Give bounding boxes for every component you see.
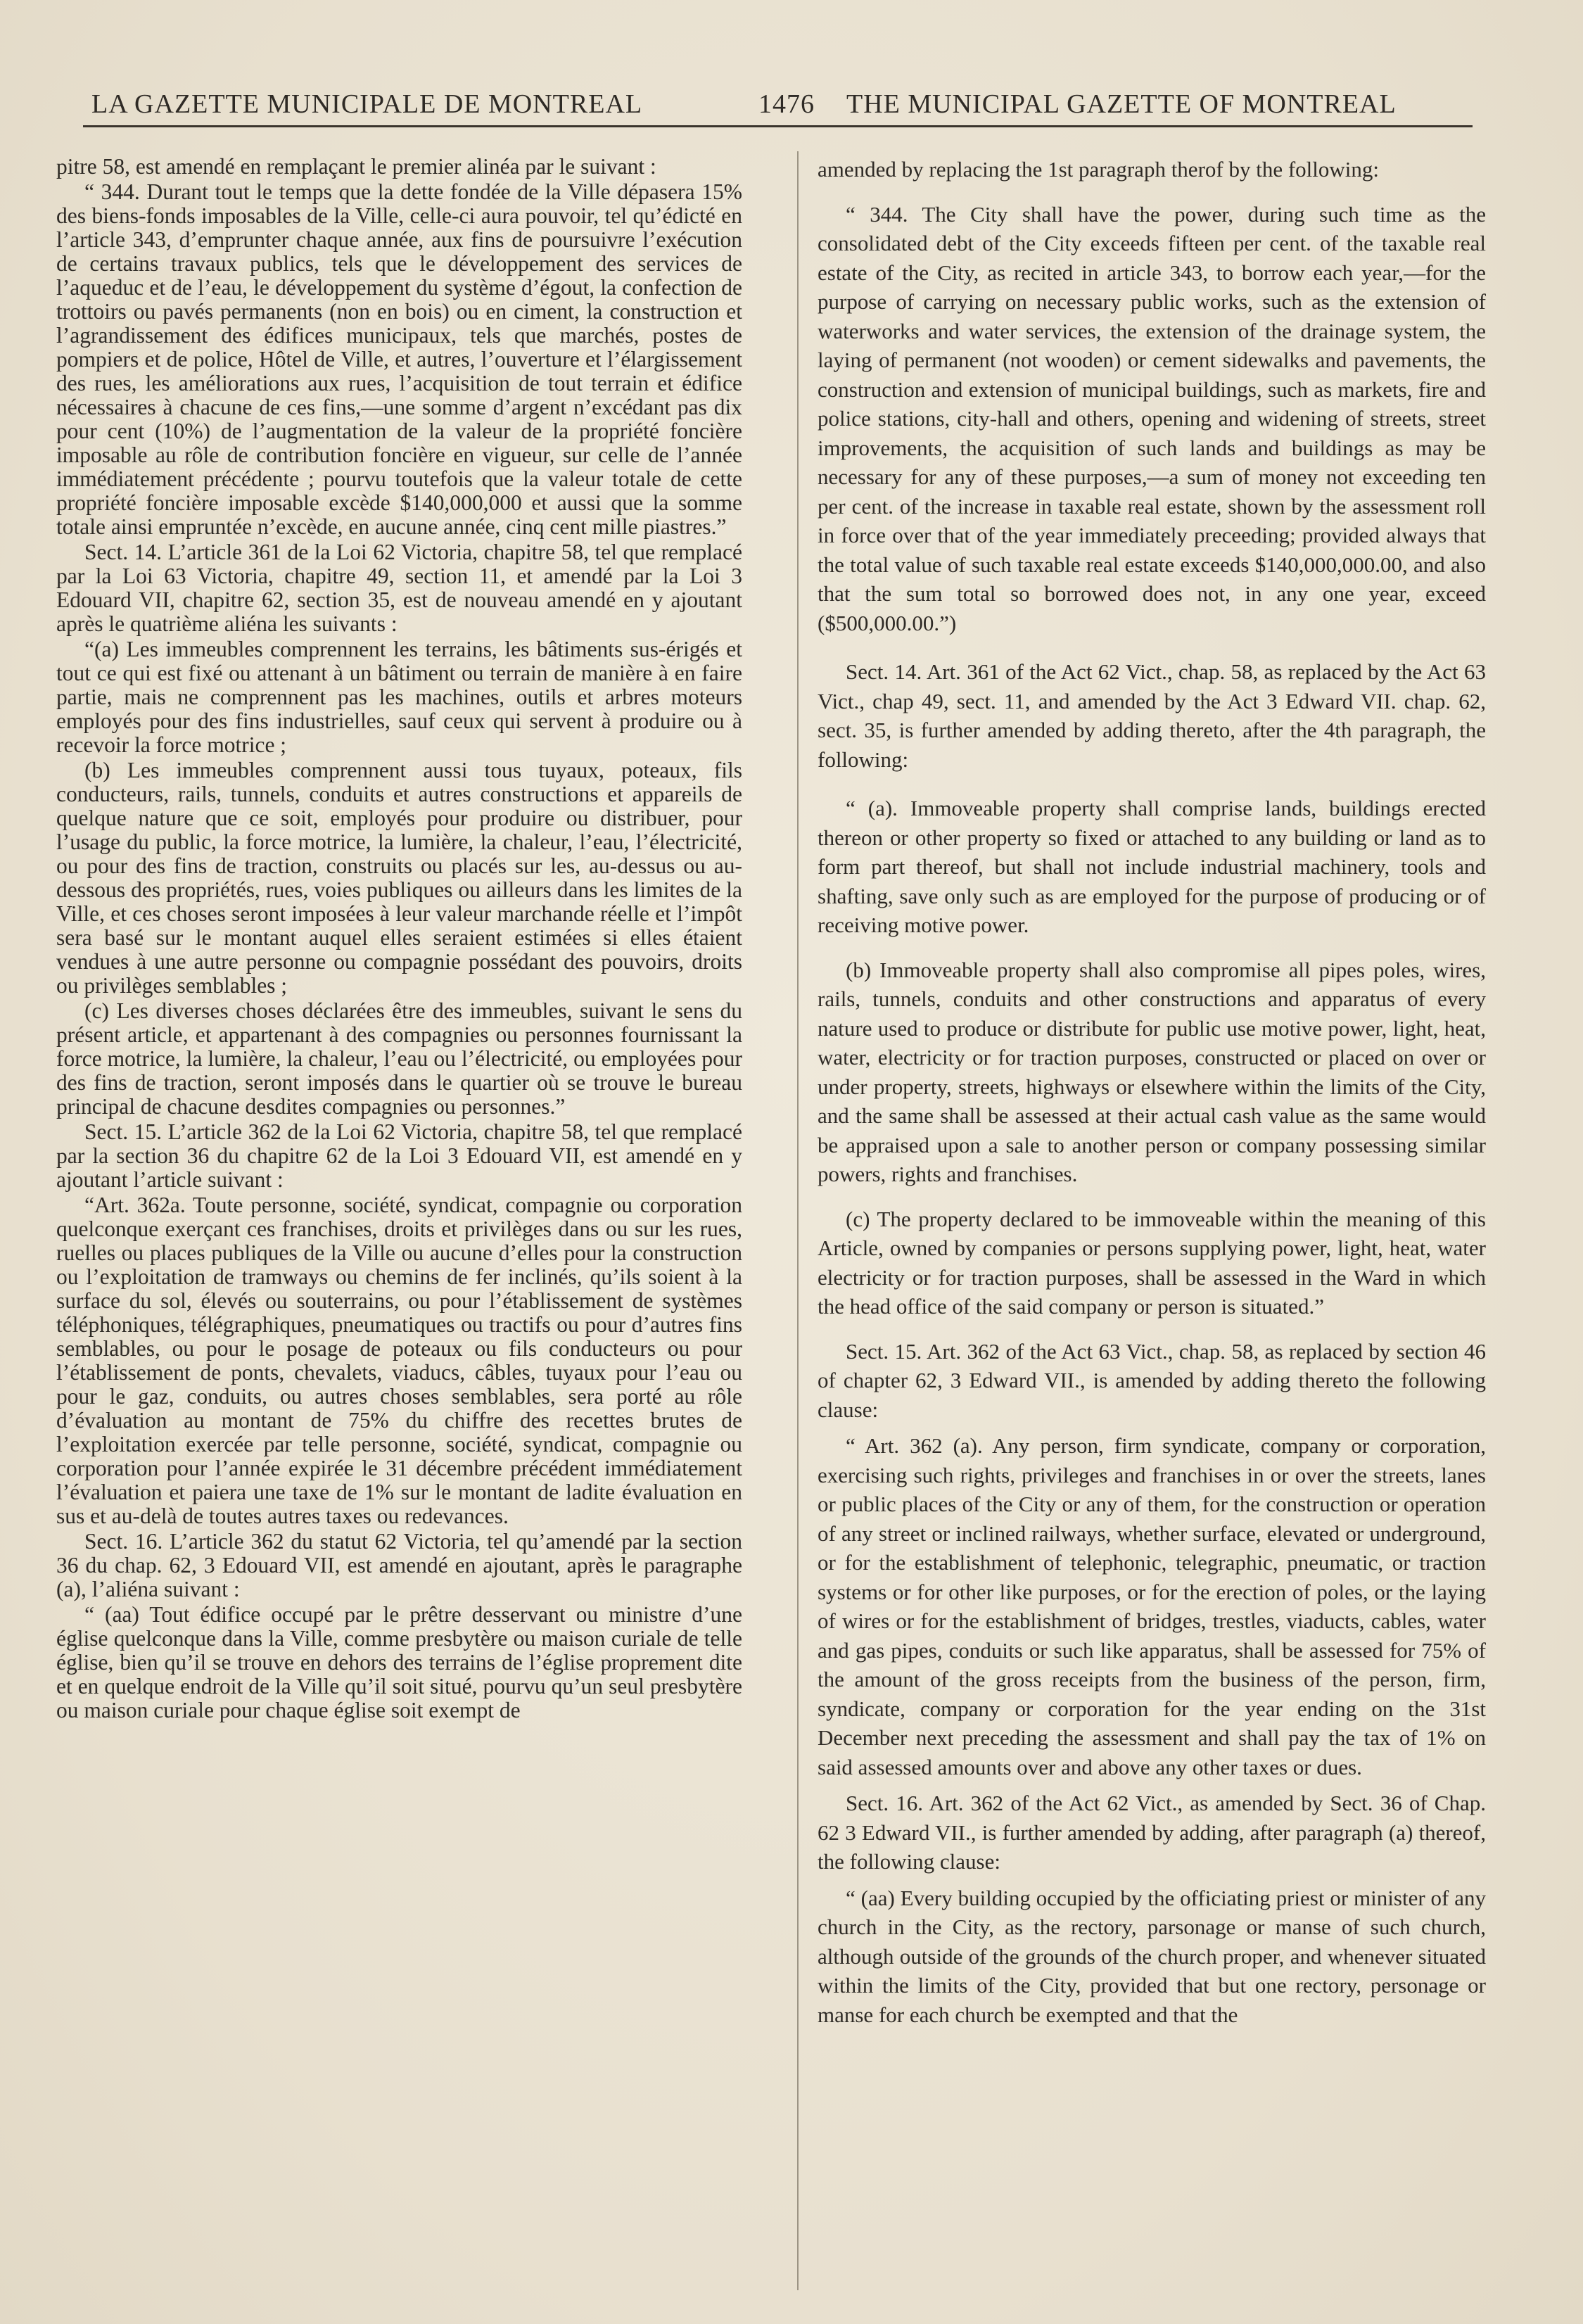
english-column <box>818 155 1486 2294</box>
column-divider <box>797 151 799 2290</box>
header-rule <box>83 125 1473 127</box>
french-paragraph: Sect. 14. L’article 361 de la Loi 62 Victoria, chapitre 58, tel que remplacé par la Loi 63 Victoria, chapitre 49, section 11, et amendé par la Loi 3 Edouard VII, chapitre 62, section 35, est de nouveau amendé en y ajoutant après le quatrième aliéna les suivants : <box>56 540 742 636</box>
english-paragraph: “ 344. The City shall have the power, during such time as the consolidated debt of the City exceeds fifteen per cent. of the taxable real estate of the City, as recited in article 343, to borrow each year,—for the purpose of carrying on necessary public works, such as the extension of waterworks and water services, the extension of the drainage system, the laying of permanent (not wooden) or cement sidewalks and pavements, the construction and extension of municipal buildings, such as markets, fire and police stations, city-hall and others, opening and widening of streets, street improvements, the acquisition of such lands and buildings as may be necessary for any of these purposes,—a sum of money not exceeding ten per cent. of the increase in taxable real estate, shown by the assessment roll in force over that of the year immediately preceeding; provided always that the total value of such taxable real estate exceeds $140,000,000.00, and also that the sum total so borrowed does not, in any one year, exceed ($500,000.00.”) <box>818 201 1486 635</box>
english-paragraph: amended by replacing the 1st paragraph therof by the following: <box>818 157 1379 182</box>
french-column <box>56 155 742 2294</box>
english-paragraph: (b) Immoveable property shall also compromise all pipes poles, wires, rails, tunnels, conduits and other constructions and apparatus of every nature used to produce or distribute for public use motive power, light, heat, water, electricity or for traction purposes, constructed or placed on over or under property, streets, highways or elsewhere within the limits of the City, and the same shall be assessed at their actual cash value as the same would be appraised upon a sale to another person or company possessing similar powers, rights and franchises. <box>818 957 1486 1186</box>
english-paragraph: Sect. 16. Art. 362 of the Act 62 Vict., as amended by Sect. 36 of Chap. 62 3 Edward VII., is further amended by adding, after paragraph (a) thereof, the following clause: <box>818 1791 1486 1874</box>
english-paragraph: Sect. 15. Art. 362 of the Act 63 Vict., chap. 58, as replaced by section 46 of chapter 62, 3 Edward VII., is amended by adding thereto the following clause: <box>818 1338 1486 1422</box>
french-paragraph: Sect. 15. L’article 362 de la Loi 62 Victoria, chapitre 58, tel que remplacé par la section 36 du chapitre 62 de la Loi 3 Edouard VII, est amendé en y ajoutant l’article suivant : <box>56 1119 742 1192</box>
french-paragraph: (c) Les diverses choses déclarées être des immeubles, suivant le sens du présent article, et appartenant à des compagnies ou personnes fournissant la force motrice, la lumière, la chaleur, l’eau ou l’électricité, ou employées pour des fins de traction, seront imposés dans le quartier où se trouve le bureau principal de chacune desdites compagnies ou personnes.” <box>56 998 742 1119</box>
english-paragraph: (c) The property declared to be immoveable within the meaning of this Article, owned by companies or persons supplying power, light, heat, water electricity or for traction purposes, shall be assessed in the Ward in which the head office of the said company or person is situated.” <box>818 1206 1486 1319</box>
page-header <box>83 83 1473 125</box>
french-paragraph: “Art. 362a. Toute personne, société, syndicat, compagnie ou corporation quelconque exerçant ces franchises, droits et privilèges dans ou sur les rues, ruelles ou places publiques de la Ville ou aucune d’elles pour la construction ou l’exploitation de tramways ou chemins de fer inclinés, qu’ils soient à la surface du sol, élevés ou souterrains, ou pour l’établissement de systèmes téléphoniques, télégraphiques, pneumatiques ou tractifs ou pour d’autres fins semblables, ou pour le posage de poteaux ou fils conducteurs ou pour l’établissement de ponts, chevalets, viaducs, câbles, tuyaux pour l’eau ou pour le gaz, conduits, ou autres choses semblables, sera porté au rôle d’évaluation au montant de 75% du chiffre des recettes brutes de l’exploitation exercée par telle personne, société, syndicat, compagnie ou corporation pour l’année expirée le 31 décembre précédent immédiatement l’évaluation et paiera une taxe de 1% sur le montant de ladite évaluation en sus et au-delà de toutes autres taxes ou redevances. <box>56 1193 742 1528</box>
french-paragraph: pitre 58, est amendé en remplaçant le premier alinéa par le suivant : <box>56 155 656 179</box>
french-paragraph: (b) Les immeubles comprennent aussi tous tuyaux, poteaux, fils conducteurs, rails, tunnels, conduits et autres constructions et appareils de quelque nature que ce soit, employés pour produire ou distribuer, pour l’usage du public, la force motrice, la lumière, la chaleur, l’eau, l’électricité, ou pour des fins de traction, construits ou placés sur les, au-dessus ou au-dessous des propriétés, rues, voies publiques ou ailleurs dans les limites de la Ville, et ces choses seront imposées à leur valeur marchande réelle et l’impôt sera basé sur le montant auquel elles seraient estimées si elles étaient vendues à une autre personne ou compagnie possédant des pouvoirs, droits ou privilèges semblables ; <box>56 758 742 998</box>
english-paragraph: “ (aa) Every building occupied by the officiating priest or minister of any church in the City, as the rectory, parsonage or manse of such church, although outside of the grounds of the church proper, and whenever situated within the limits of the City, provided that but one rectory, personage or manse for each church be exempted and that the <box>818 1885 1486 2027</box>
french-paragraph: “(a) Les immeubles comprennent les terrains, les bâtiments sus-érigés et tout ce qui est fixé ou attenant à un bâtiment ou terrain de manière à en faire partie, mais ne comprennent pas les machines, outils et arbres moteurs employés pour des fins industrielles, sauf ceux qui servent à produire ou à recevoir la force motrice ; <box>56 637 742 757</box>
french-title: LA GAZETTE MUNICIPALE DE MONTREAL <box>91 89 643 119</box>
english-paragraph: “ Art. 362 (a). Any person, firm syndicate, company or corporation, exercising such rights, privileges and franchises in or over the streets, lanes or public places of the City or any of them, for the construction or operation of any street or inclined railways, whether surface, elevated or underground, or for the establishment of telephonic, telegraphic, pneumatic, or traction systems or for other like purposes, or for the erection of poles, or the laying of wires or for the establishment of bridges, trestles, viaducts, cables, water and gas pipes, conduits or such like apparatus, shall be assessed for 75% of the amount of the gross receipts from the business of the person, firm, syndicate, company or corporation for the year ending on the 31st December next preceding the assessment and shall pay the tax of 1% on said assessed amounts over and above any other taxes or dues. <box>818 1433 1486 1779</box>
french-paragraph: “ 344. Durant tout le temps que la dette fondée de la Ville dépasera 15% des biens-fonds imposables de la Ville, celle-ci aura pouvoir, tel qu’édicté en l’article 343, d’emprunter chaque année, aux fins de poursuivre l’exécution de certains travaux publics, tels que le développement des services de l’aqueduc et de l’eau, le développement du système d’égout, la confection de trottoirs ou pavés permanents (non en bois) ou en ciment, la construction et l’agrandissement des édifices municipaux, tels que marchés, postes de pompiers et de police, Hôtel de Ville, et autres, l’ouverture et l’élargissement des rues, les améliorations aux rues, l’acquisition de tout terrain et édifice nécessaires à chacune de ces fins,—une somme d’argent n’excédant pas dix pour cent (10%) de l’augmentation de la valeur de la propriété foncière imposable au rôle de contribution foncière en vigueur, sur celle de l’année immédiatement précédente ; pourvu toutefois que la valeur totale de cette propriété foncière imposable excède $140,000,000 et aussi que la somme totale ainsi empruntée n’excède, en aucune année, cinq cent mille piastres.” <box>56 179 742 539</box>
english-paragraph: “ (a). Immoveable property shall comprise lands, buildings erected thereon or other property so fixed or attached to any building or land as to form part thereof, but shall not include industrial machinery, tools and shafting, save only such as are employed for the purpose of producing or of receiving motive power. <box>818 796 1486 937</box>
english-paragraph: Sect. 14. Art. 361 of the Act 62 Vict., chap. 58, as replaced by the Act 63 Vict., chap 49, sect. 11, and amended by the Act 3 Edward VII. chap. 62, sect. 35, is further amended by adding thereto, after the 4th paragraph, the following: <box>818 659 1486 772</box>
french-paragraph: Sect. 16. L’article 362 du statut 62 Victoria, tel qu’amendé par la section 36 du chap. 62, 3 Edouard VII, est amendé en ajoutant, après le paragraphe (a), l’aliéna suivant : <box>56 1529 742 1601</box>
english-title: THE MUNICIPAL GAZETTE OF MONTREAL <box>846 89 1397 119</box>
french-paragraph: “ (aa) Tout édifice occupé par le prêtre desservant ou ministre d’une église quelconque dans la Ville, comme presbytère ou maison curiale de telle église, bien qu’il se trouve en dehors des terrains de l’église proprement dite et en quelque endroit de la Ville qu’il soit situé, pourvu qu’un seul presbytère ou maison curiale pour chaque église soit exempt de <box>56 1602 742 1722</box>
page-number: 1476 <box>758 89 815 119</box>
